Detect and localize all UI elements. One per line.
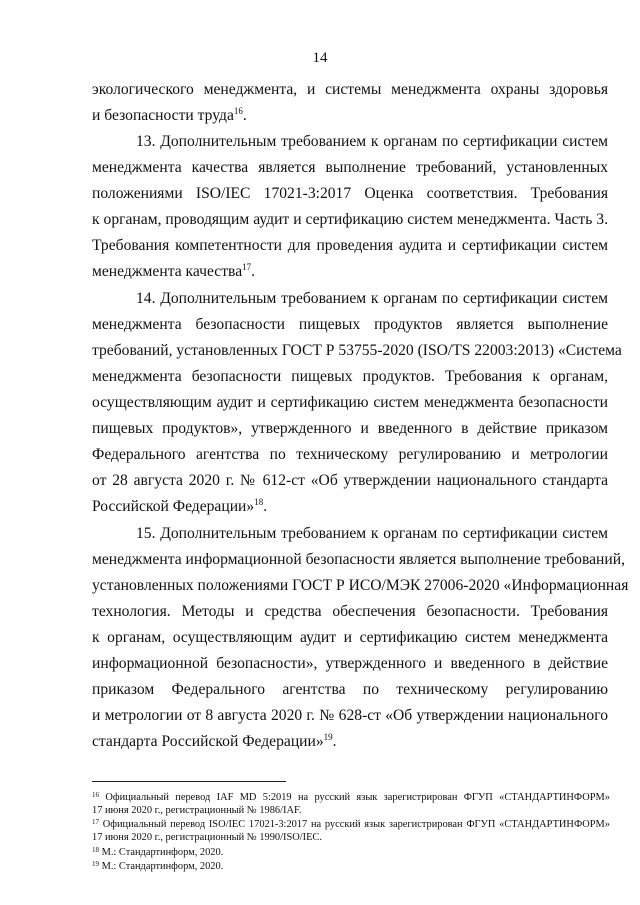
footnote-mark: 17 [92, 818, 99, 826]
paragraph-15-start: 15. Дополнительным требованием к органам по сертификации систем [136, 525, 608, 542]
text-line: к органам, проводящим аудит и сертификацию систем менеджмента. Часть 3. [92, 211, 608, 228]
text-line: пищевых продуктов», утвержденного и введенного в действие приказом [92, 420, 608, 437]
text-line: менеджмента безопасности пищевых продуктов. Требования к органам, [92, 368, 608, 385]
paragraph-14-start: 14. Дополнительным требованием к органам по сертификации систем [136, 290, 608, 307]
footnote-ref: 19 [323, 732, 333, 742]
footnote-16: $^{16}$ Официальный перевод IAF MD 5:2019 на русский язык зарегистрирован ФГУП «СТАНДАРТИНФОРМ» [92, 791, 610, 803]
text-line: осуществляющим аудит и сертификацию систем менеджмента безопасности [92, 394, 608, 411]
text-line: установленных положениями ГОСТ Р ИСО/МЭК 27006-2020 «Информационная [92, 577, 629, 594]
paragraph-13-start: 13. Дополнительным требованием к органам по сертификации систем [136, 133, 608, 150]
text-line: экологического менеджмента, и системы менеджмента охраны здоровья [92, 81, 608, 98]
footnote-separator [92, 781, 286, 782]
text-line: и метрологии от 8 августа 2020 г. № 628-ст «Об утверждении национального [92, 707, 608, 724]
text-line: менеджмента безопасности пищевых продуктов является выполнение [92, 316, 608, 333]
text-line: от 28 августа 2020 г. № 612-ст «Об утверждении национального стандарта [92, 472, 608, 489]
text-line: Российской Федерации»$^{18}$. [92, 497, 268, 515]
text-line: положениями ISO/IEC 17021-3:2017 Оценка соответствия. Требования [92, 185, 608, 202]
text-line: требований, установленных ГОСТ Р 53755-2020 (ISO/TS 22003:2013) «Система [92, 342, 622, 359]
footnote-ref: 17 [242, 262, 252, 272]
footnote-17-cont: 17 июня 2020 г., регистрационный № 1990/ISO/IEC. [92, 832, 322, 843]
page-number: 14 [312, 50, 328, 66]
footnote-19: $^{19}$ М.: Стандартинформ, 2020. [92, 860, 224, 872]
text-line: технология. Методы и средства обеспечения безопасности. Требования [92, 603, 608, 620]
footnote-mark: 18 [92, 846, 99, 854]
text-line: стандарта Российской Федерации»$^{19}$. [92, 732, 337, 750]
text-line: Федерального агентства по техническому регулированию и метрологии [92, 446, 608, 463]
text-line: Требования компетентности для проведения аудита и сертификации систем [92, 237, 608, 254]
text-line: менеджмента качества является выполнение требований, установленных [92, 159, 608, 176]
text-line: менеджмента качества$^{17}$. [92, 262, 256, 280]
footnote-mark: 19 [92, 860, 99, 868]
footnote-ref: 18 [254, 497, 264, 507]
text-line: приказом Федерального агентства по техническому регулированию [92, 681, 608, 698]
footnote-18: $^{18}$ М.: Стандартинформ, 2020. [92, 846, 224, 858]
footnote-mark: 16 [92, 791, 99, 799]
text-line: менеджмента информационной безопасности является выполнение требований, [92, 551, 625, 568]
text-line: информационной безопасности», утвержденного и введенного в действие [92, 655, 608, 672]
footnote-ref: 16 [233, 106, 243, 116]
text-line: и безопасности труда$^{16}$. [92, 106, 247, 124]
footnote-16-cont: 17 июня 2020 г., регистрационный № 1986/IAF. [92, 805, 302, 816]
footnote-17: $^{17}$ Официальный перевод ISO/IEC 17021-3:2017 на русский язык зарегистрирован ФГУП «СТАНДАРТИНФОРМ» [92, 818, 610, 830]
text-line: к органам, осуществляющим аудит и сертификацию систем менеджмента [92, 629, 608, 646]
